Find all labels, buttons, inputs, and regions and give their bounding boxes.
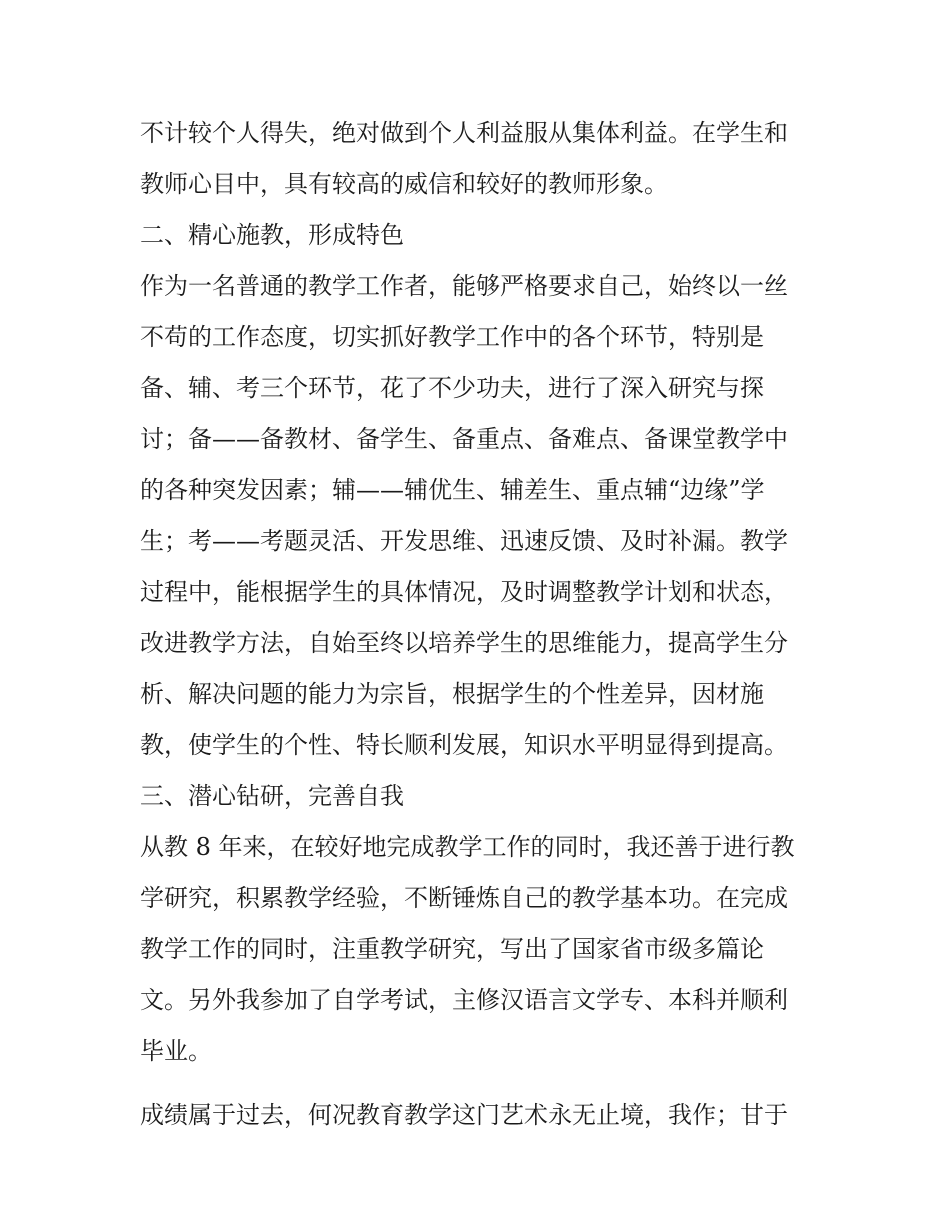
paragraph-gap [140,1077,820,1090]
text-line: 改进教学方法，自始至终以培养学生的思维能力，提高学生分 [140,629,788,657]
text-line: 教学工作的同时，注重教学研究，写出了国家省市级多篇论 [140,935,764,963]
text-line: 讨；备——备教材、备学生、备重点、备难点、备课堂教学中 [140,425,788,453]
text-line: 析、解决问题的能力为宗旨，根据学生的个性差异，因材施 [140,680,764,708]
text-line: 学研究，积累教学经验，不断锤炼自己的教学基本功。在完成 [140,884,788,912]
text-line: 备、辅、考三个环节，花了不少功夫，进行了深入研究与探 [140,374,764,402]
text-line: 文。另外我参加了自学考试，主修汉语言文学专、本科并顺利 [140,986,788,1014]
text-line: 生；考——考题灵活、开发思维、迅速反馈、及时补漏。教学 [140,527,788,555]
text-line: 教师心目中，具有较高的威信和较好的教师形象。 [140,170,668,198]
document-body [140,108,820,1141]
text-line: 不苟的工作态度，切实抓好教学工作中的各个环节，特别是 [140,323,764,351]
text-line: 成绩属于过去，何况教育教学这门艺术永无止境，我作；甘于 [140,1101,788,1129]
text-line: 的各种突发因素；辅——辅优生、辅差生、重点辅“边缘”学 [140,476,765,504]
text-line: 过程中，能根据学生的具体情况，及时调整教学计划和状态， [140,578,788,606]
text-line: 毕业。 [140,1037,212,1065]
text-line: 作为一名普通的教学工作者，能够严格要求自己，始终以一丝 [140,272,788,300]
text-line: 从教 8 年来，在较好地完成教学工作的同时，我还善于进行教 [140,833,795,861]
text-line: 教，使学生的个性、特长顺利发展，知识水平明显得到提高。 [140,731,788,759]
section-heading: 二、精心施教，形成特色 [140,221,404,249]
text-line: 不计较个人得失，绝对做到个人利益服从集体利益。在学生和 [140,119,788,147]
section-heading: 三、潜心钻研，完善自我 [140,782,404,810]
